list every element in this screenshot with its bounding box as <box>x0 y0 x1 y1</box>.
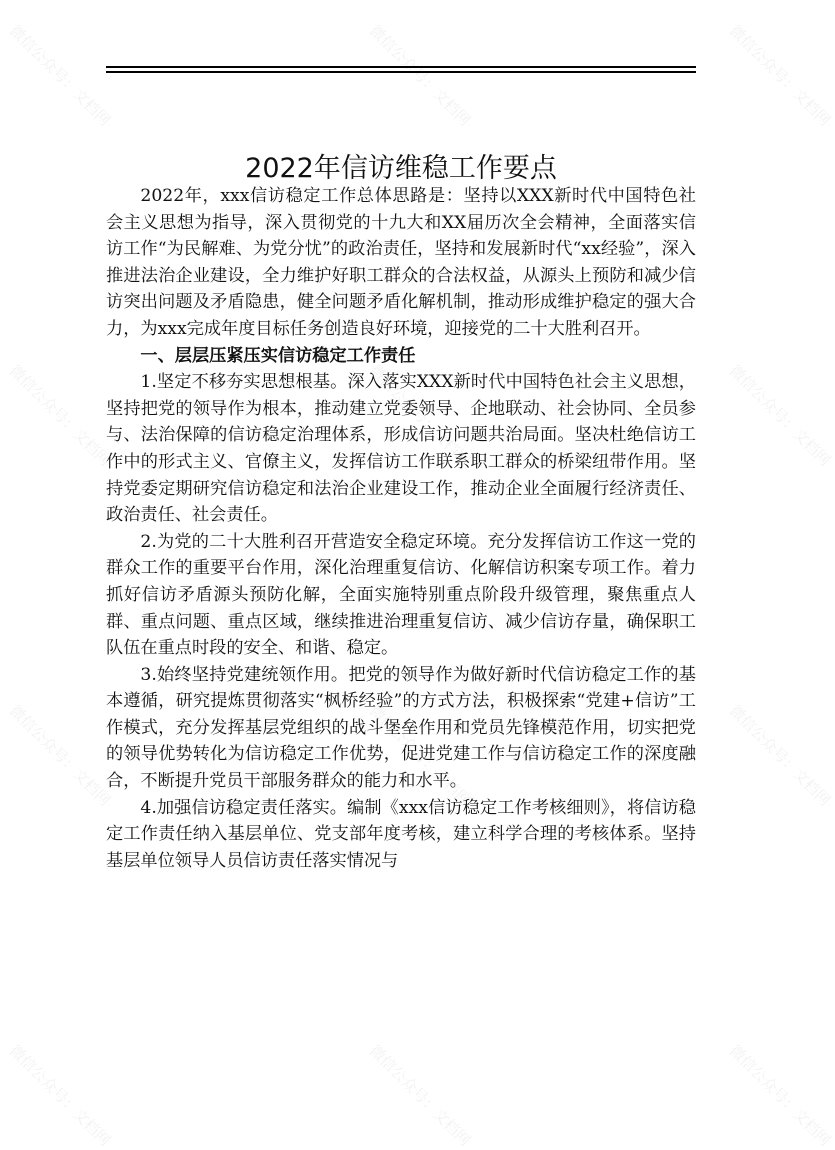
watermark-text: 微信公众号：文档网 <box>365 21 475 130</box>
document-title: 2022年信访维稳工作要点 <box>245 153 557 184</box>
paragraph-item-1: 1.坚定不移夯实思想根基。深入落实XXX新时代中国特色社会主义思想，坚持把党的领导作为根本，推动建立党委领导、企地联动、社会协同、全员参与、法治保障的信访稳定治理体系，形成信访问题共治局面。坚决杜绝信访工作中的形式主义、官僚主义，发挥信访工作联系职工群众的桥梁纽带作用。坚持党委定期研究信访稳定和法治企业建设工作，推动企业全面履行经济责任、政治责任、社会责任。 <box>106 372 696 526</box>
header-rule-top <box>106 66 696 68</box>
watermark-text: 微信公众号：文档网 <box>725 21 835 130</box>
intro-paragraph: 2022年，xxx信访稳定工作总体思路是：坚持以XXX新时代中国特色社会主义思想为指导，深入贯彻党的十九大和XX届历次全会精神，全面落实信访工作“为民解难、为党分忧”的政治责任，坚持和发展新时代“xx经验”，深入推进法治企业建设，全力维护好职工群众的合法权益，从源头上预防和减少信访突出问题及矛盾隐患，健全问题矛盾化解机制，推动形成维护稳定的强大合力，为xxx完成年度目标任务创造良好环境，迎接党的二十大胜利召开。 <box>106 186 696 339</box>
section-heading-1: 一、层层压紧压实信访稳定工作责任 <box>140 345 416 366</box>
watermark-text: 微信公众号：文档网 <box>365 361 475 470</box>
watermark-text: 微信公众号：文档网 <box>365 1041 475 1150</box>
watermark-text: 微信公众号：文档网 <box>725 1041 835 1150</box>
paragraph-item-2: 2.为党的二十大胜利召开营造安全稳定环境。充分发挥信访工作这一党的群众工作的重要平台作用，深化治理重复信访、化解信访积案专项工作。着力抓好信访矛盾源头预防化解，全面实施特别重点阶段升级管理，聚焦重点人群、重点问题、重点区域，继续推进治理重复信访、减少信访存量，确保职工队伍在重点时段的安全、和谐、稳定。 <box>106 531 696 659</box>
document-body <box>106 183 696 874</box>
watermark-text: 微信公众号：文档网 <box>5 1041 115 1150</box>
header-rule-bottom <box>106 71 696 73</box>
watermark-text: 微信公众号：文档网 <box>5 361 115 470</box>
watermark-text: 微信公众号：文档网 <box>5 21 115 130</box>
paragraph-item-3: 3.始终坚持党建统领作用。把党的领导作为做好新时代信访稳定工作的基本遵循，研究提炼贯彻落实“枫桥经验”的方式方法，积极探索“党建+信访”工作模式，充分发挥基层党组织的战斗堡垒作用和党员先锋模范作用，切实把党的领导优势转化为信访稳定工作优势，促进党建工作与信访稳定工作的深度融合，不断提升党员干部服务群众的能力和水平。 <box>106 664 696 792</box>
paragraph-item-4: 4.加强信访稳定责任落实。编制《xxx信访稳定工作考核细则》，将信访稳定工作责任纳入基层单位、党支部年度考核，建立科学合理的考核体系。坚持基层单位领导人员信访责任落实情况与 <box>106 797 696 871</box>
watermark-text: 微信公众号：文档网 <box>725 701 835 810</box>
watermark-text: 微信公众号：文档网 <box>725 361 835 470</box>
watermark-text: 微信公众号：文档网 <box>5 701 115 810</box>
watermark-text: 微信公众号：文档网 <box>365 701 475 810</box>
